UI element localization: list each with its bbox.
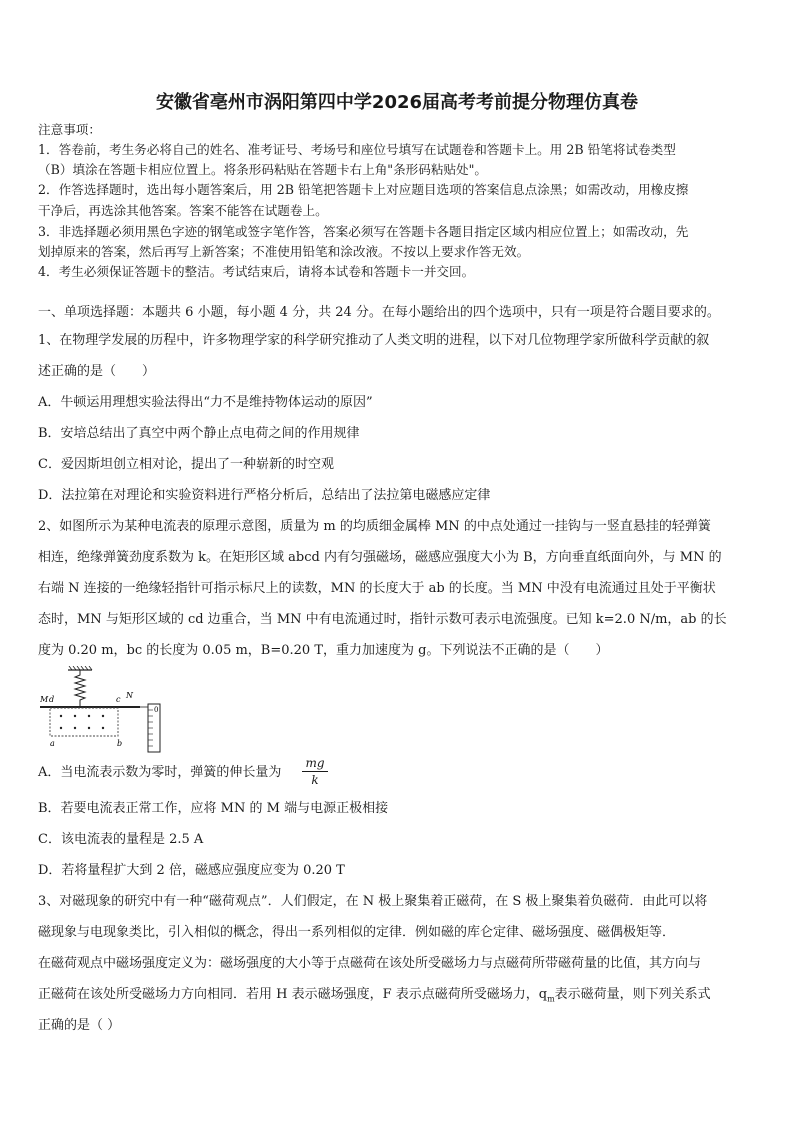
label-b: b: [117, 739, 123, 748]
q2-stem-line-1: 2、如图所示为某种电流表的原理示意图，质量为 m 的均质细金属棒 MN 的中点处通过一挂钩与一竖直悬挂的轻弹簧: [38, 519, 711, 534]
q3-subscript-m: m: [547, 994, 555, 1004]
current-meter-diagram: [40, 666, 170, 756]
q3-stem-line-3: 在磁荷观点中磁场强度定义为：磁场强度的大小等于点磁荷在该处所受磁场力与点磁荷所带磁荷量的比值，其方向与: [38, 956, 702, 971]
q2-stem-line-3: 右端 N 连接的一绝缘轻指针可指示标尺上的读数，MN 的长度大于 ab 的长度。当 MN 中没有电流通过且处于平衡状: [38, 581, 716, 596]
label-a: a: [50, 739, 55, 748]
notice-line-5: 3．非选择题必须用黑色字迹的钢笔或签字笔作答，答案必须写在答题卡各题目指定区域内相应位置上；如需改动，先: [38, 224, 689, 239]
q1-stem-line-1: 1、在物理学发展的历程中，许多物理学家的科学研究推动了人类文明的进程，以下对几位物理学家所做科学贡献的叙: [38, 333, 710, 348]
notice-line-7: 4．考生必须保证答题卡的整洁。考试结束后，请将本试卷和答题卡一并交回。: [38, 264, 475, 279]
q2-option-a: A．当电流表示数为零时，弹簧的伸长量为: [38, 765, 282, 780]
fraction-denominator: k: [311, 773, 319, 787]
q1-option-a: A．牛顿运用理想实验法得出“力不是维持物体运动的原因”: [38, 395, 373, 410]
notice-line-3: 2．作答选择题时，选出每小题答案后，用 2B 铅笔把答题卡上对应题目选项的答案信息点涂黑；如需改动，用橡皮擦: [38, 182, 689, 197]
q3-stem-line-1: 3、对磁现象的研究中有一种“磁荷观点”．人们假定，在 N 极上聚集着正磁荷，在 S 极上聚集着负磁荷．由此可以将: [38, 894, 708, 909]
q3-stem-line-5: 正确的是（ ）: [38, 1018, 121, 1033]
label-c: c: [116, 695, 121, 704]
notice-line-1: 1．答卷前，考生务必将自己的姓名、准考证号、考场号和座位号填写在试题卷和答题卡上。用 2B 铅笔将试卷类型: [38, 142, 676, 157]
scale-ticks: [148, 710, 153, 746]
q1-option-c: C．爱因斯坦创立相对论，提出了一种崭新的时空观: [38, 457, 334, 472]
q2-stem-line-2: 相连，绝缘弹簧劲度系数为 k。在矩形区域 abcd 内有匀强磁场，磁感应强度大小为 B，方向垂直纸面向外，与 MN 的: [38, 550, 722, 565]
q2-stem-line-4: 态时，MN 与矩形区域的 cd 边重合，当 MN 中有电流通过时，指针示数可表示电流强度。已知 k=2.0 N/m，ab 的长: [38, 612, 727, 627]
field-dots: [60, 715, 104, 729]
fraction-numerator: mg: [305, 756, 325, 770]
page-title: 安徽省亳州市涡阳第四中学2026届高考考前提分物理仿真卷: [155, 92, 639, 113]
label-zero: 0: [154, 706, 159, 714]
section-heading: 一、单项选择题：本题共 6 小题，每小题 4 分，共 24 分。在每小题给出的四个选项中，只有一项是符合题目要求的。: [38, 305, 720, 320]
label-M: M: [40, 695, 49, 704]
notice-line-4: 干净后，再选涂其他答案。答案不能答在试题卷上。: [38, 203, 328, 218]
q2-option-d: D．若将量程扩大到 2 倍，磁感应强度应变为 0.20 T: [38, 863, 345, 878]
q1-option-d: D．法拉第在对理论和实验资料进行严格分析后，总结出了法拉第电磁感应定律: [38, 488, 491, 503]
q2-option-b: B．若要电流表正常工作，应将 MN 的 M 端与电源正极相接: [38, 801, 389, 816]
q3-stem-line-4: [38, 987, 758, 1008]
q1-option-b: B．安培总结出了真空中两个静止点电荷之间的作用规律: [38, 426, 360, 441]
q3-stem-line-4-end: 表示磁荷量，则下列关系式: [554, 987, 711, 1002]
magnetic-region: [50, 708, 118, 736]
q3-stem-line-4-text: 正磁荷在该处所受磁场力方向相同．若用 H 表示磁场强度，F 表示点磁荷所受磁场力，q: [38, 987, 548, 1002]
q1-stem-line-2: 述正确的是（ ）: [38, 364, 156, 379]
q2-stem-line-5: 度为 0.20 m，bc 的长度为 0.05 m，B=0.20 T，重力加速度为 g。下列说法不正确的是（ ）: [38, 643, 609, 658]
notice-line-6: 划掉原来的答案，然后再写上新答案；不准使用铅笔和涂改液。不按以上要求作答无效。: [38, 244, 530, 259]
notice-heading: 注意事项：: [38, 122, 101, 137]
label-N: N: [126, 691, 133, 700]
fraction-mg-over-k: [302, 756, 328, 787]
q2-option-c: C．该电流表的量程是 2.5 A: [38, 832, 204, 847]
fraction-bar: [302, 771, 328, 772]
notice-line-2: （B）填涂在答题卡相应位置上。将条形码粘贴在答题卡右上角"条形码粘贴处"。: [38, 162, 488, 177]
label-d: d: [49, 695, 55, 704]
q3-stem-line-2: 磁现象与电现象类比，引入相似的概念，得出一系列相似的定律．例如磁的库仑定律、磁场强度、磁偶极矩等．: [38, 925, 676, 940]
spring: [75, 670, 85, 706]
